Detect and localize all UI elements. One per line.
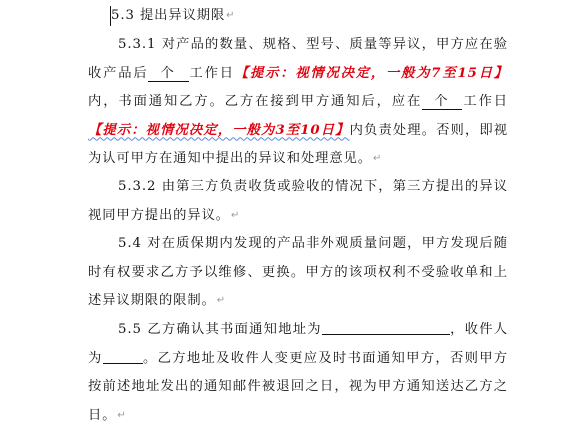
- paragraph-mark-icon: ↵: [372, 153, 382, 164]
- clause-text: ，收件人为: [88, 322, 508, 366]
- clause-text: 工作日: [188, 65, 235, 81]
- paragraph-mark-icon: ↵: [226, 10, 235, 21]
- paragraph-mark-icon: ↵: [216, 295, 226, 306]
- red-note: 【提示：视情况决定，一般为7至15日】: [234, 65, 508, 81]
- clause-text: 对产品的数量、规格、型号、质量等异议，甲方应在验收产品后: [88, 37, 508, 81]
- paragraph-5-5: [88, 316, 508, 430]
- section-heading: [111, 2, 235, 31]
- clause-text: 由第三方负责收货或验收的情况下，第三方提出的异议视同甲方提出的异议。: [88, 179, 508, 223]
- paragraph-5-4: [88, 230, 508, 316]
- section-heading-text: 5.3 提出异议期限: [111, 8, 226, 23]
- clause-text: 内负责处理。否则，即视为认可甲方在通知中提出的异议和处理意见。: [88, 122, 508, 166]
- blank-field-days-1[interactable]: 个: [148, 66, 188, 82]
- clause-text: 乙方确认其书面通知地址为: [147, 322, 322, 337]
- clause-number: 5.3.1: [118, 37, 157, 52]
- blank-field-days-2[interactable]: 个: [422, 94, 462, 110]
- clause-text: 工作日: [462, 94, 508, 109]
- address-blank-field[interactable]: [322, 319, 450, 335]
- paragraph-5-3-1: [88, 31, 508, 174]
- paragraph-5-3-2: [88, 173, 508, 230]
- clause-number: 5.4: [118, 236, 142, 251]
- clause-text: 内，书面通知乙方。乙方在接到甲方通知后，应在: [88, 94, 423, 109]
- clause-number: 5.5: [118, 322, 142, 337]
- paragraph-mark-icon: ↵: [117, 409, 126, 421]
- clause-number: 5.3.2: [118, 179, 157, 194]
- red-note: 【提示：视情况决定，一般为3至10日】: [88, 122, 350, 138]
- clause-text: 对在质保期内发现的产品非外观质量问题，甲方发现后随时有权要求乙方予以维修、更换。甲方的该项权利不受验收单和上述异议期限的限制。: [88, 236, 508, 308]
- clause-text: 。乙方地址及收件人变更应及时书面通知甲方，否则甲方按前述地址发出的通知邮件被退回之日，视为甲方通知送达乙方之日。: [88, 350, 509, 423]
- paragraph-mark-icon: ↵: [230, 209, 240, 221]
- recipient-blank-field[interactable]: [103, 348, 143, 364]
